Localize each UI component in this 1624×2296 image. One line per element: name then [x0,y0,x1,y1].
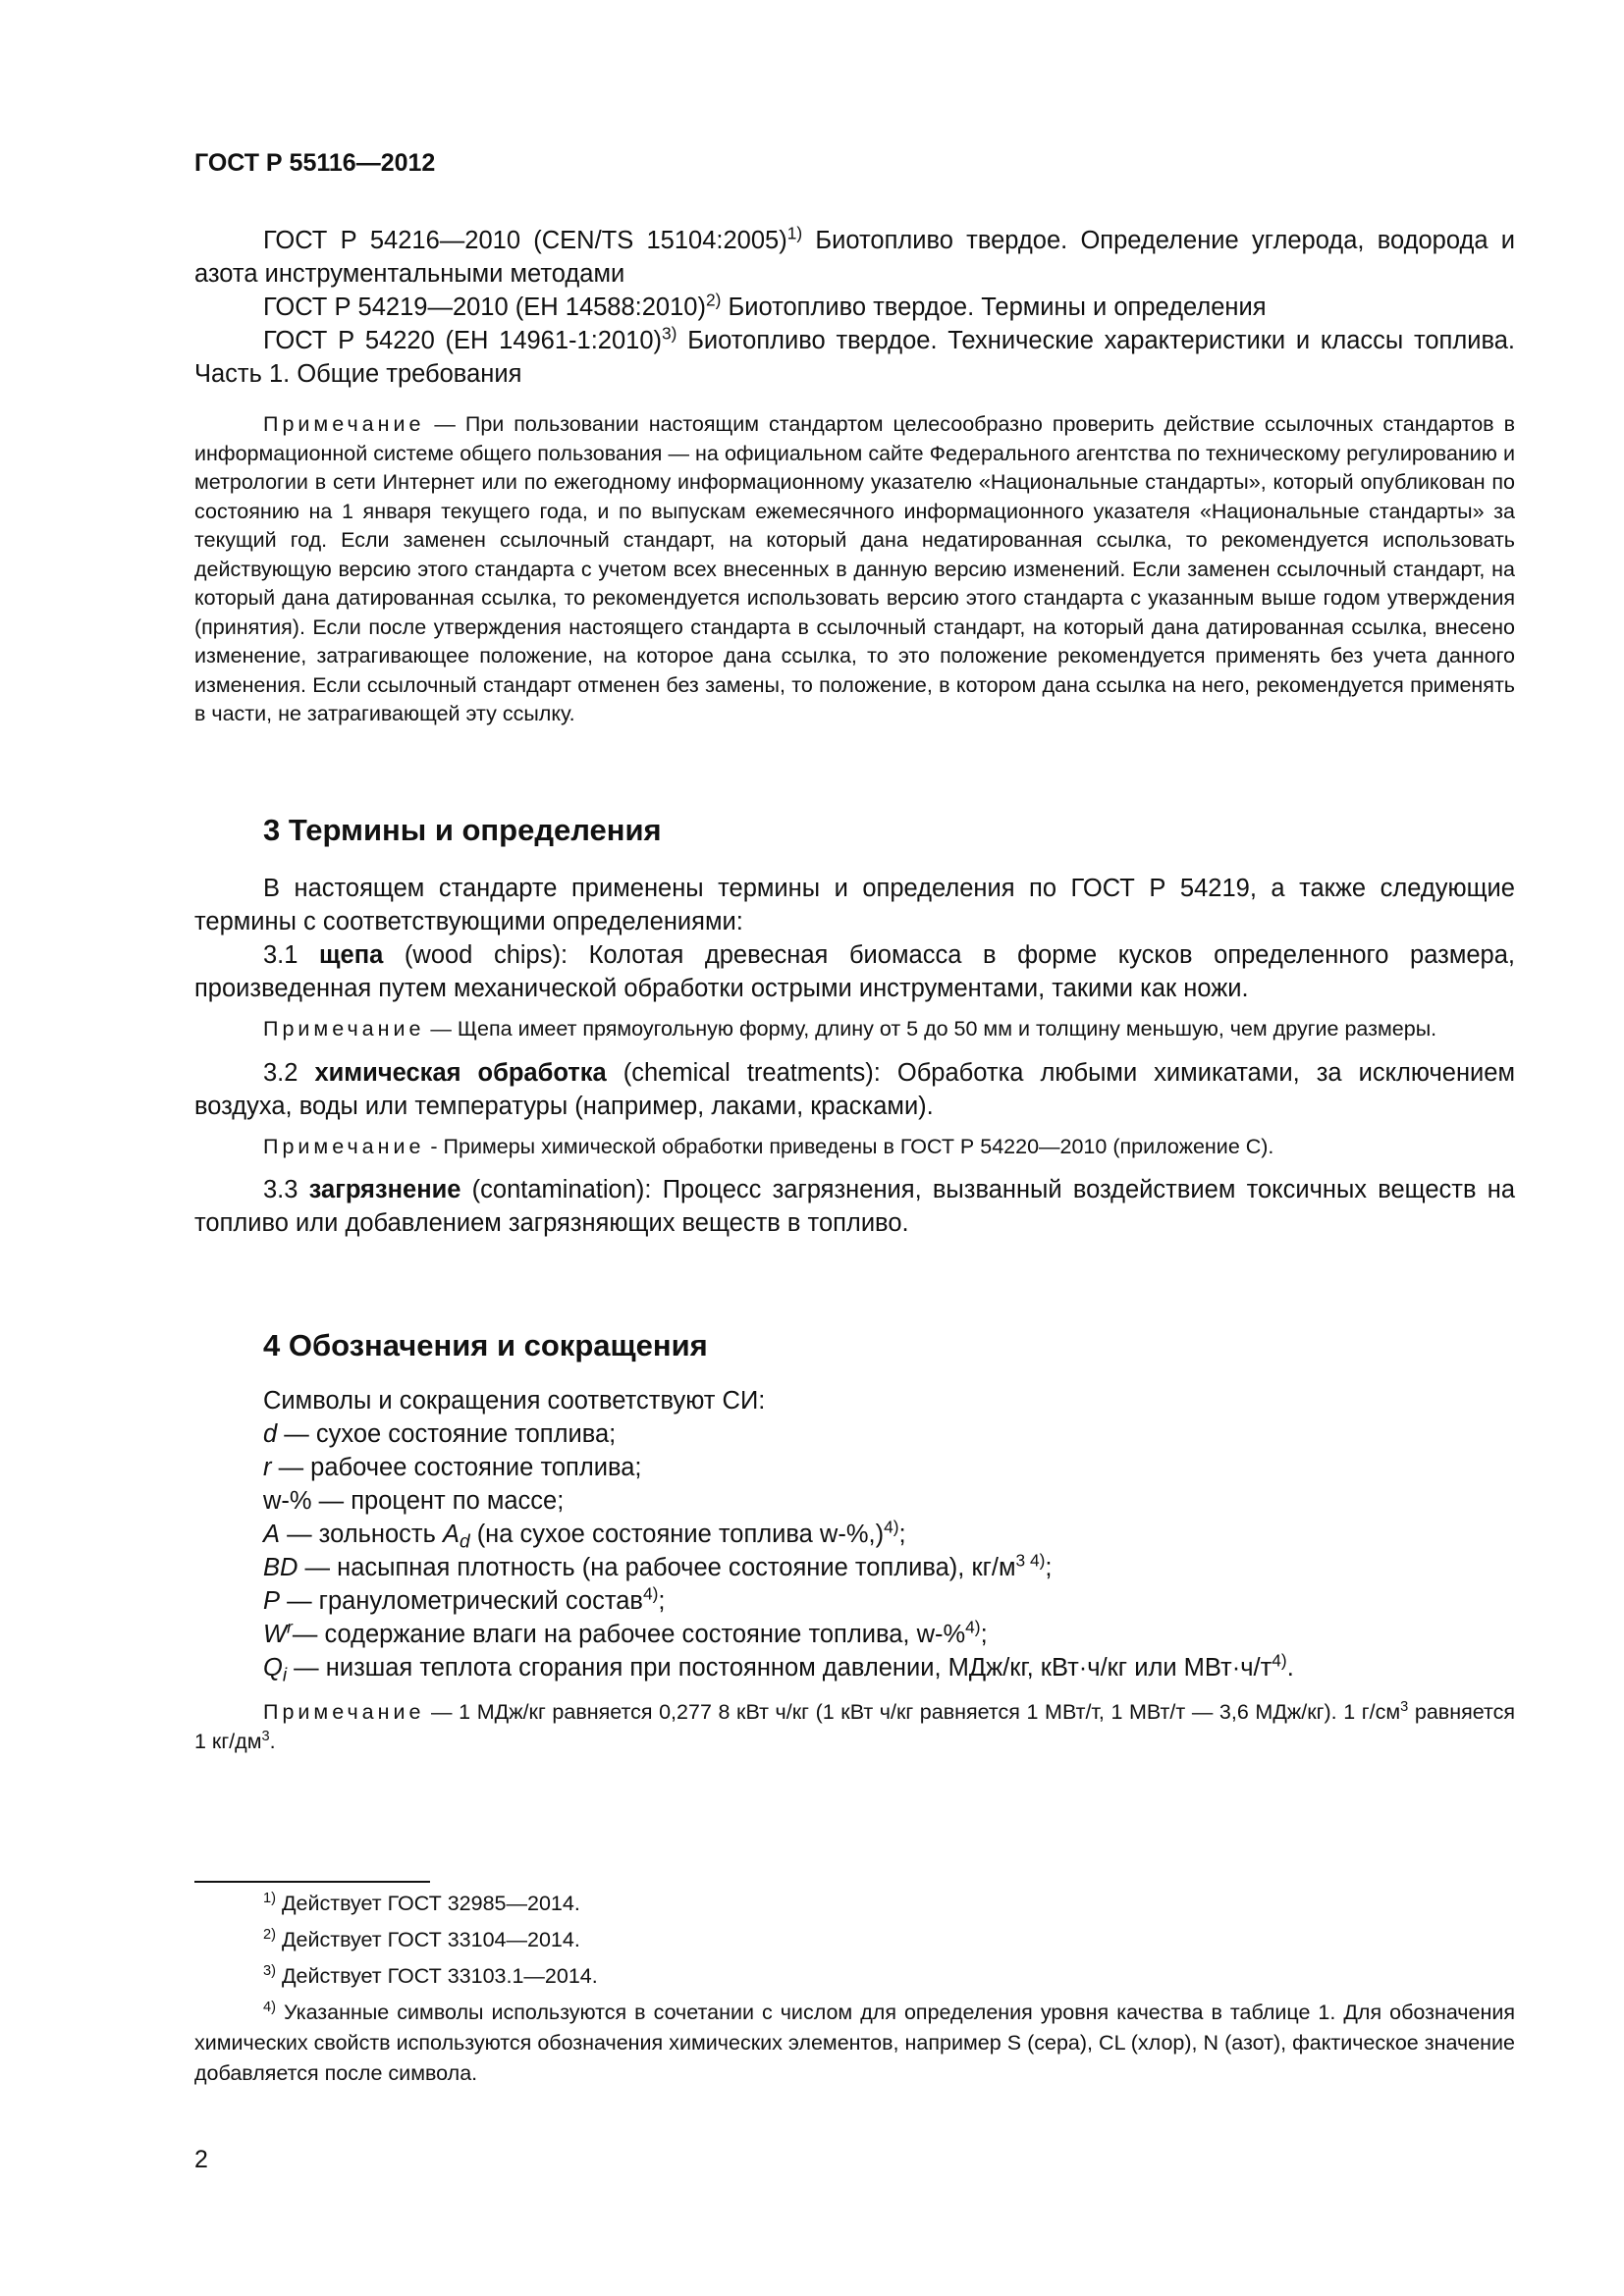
term-note: Примечание — Щепа имеет прямоугольную форму, длину от 5 до 50 мм и толщину меньшую, чем другие размеры. [263,1017,1437,1041]
note-label: Примечание [263,412,425,436]
symbol-item: d — сухое состояние топлива; [263,1420,617,1448]
section-3 [194,813,1515,848]
references-block [194,224,1515,391]
section-3-body [194,872,1515,1240]
reference-item: ГОСТ Р 54219—2010 (ЕН 14588:2010)$^{2)}$ Биотопливо твердое. Термины и определения [263,290,1267,321]
symbol-item: $Q_i$ — низшая теплота сгорания при постоянном давлении, МДж/кг, кВт·ч/кг или $МВт\cdot ч/т^{4)}$. [263,1650,1294,1686]
footnote-item: $^{2)}$ Действует ГОСТ 33104—2014. [263,1926,580,1951]
reference-item: ГОСТ Р 54216—2010 (CEN/TS 15104:2005)$^{1)}$ Биотопливо твердое. Определение углерода, водорода и азота инструментальными методами [194,223,1516,288]
reference-item: ГОСТ Р 54220 (ЕН 14961-1:2010)$^{3)}$ Биотопливо твердое. Технические характеристики и классы топлива. Часть 1. Общие требования [194,323,1515,388]
note-block [194,410,1515,729]
symbol-item: r — рабочее состояние топлива; [263,1454,642,1481]
footnote-rule [194,1881,430,1883]
footnote-item: $^{3)}$ Действует ГОСТ 33103.1—2014. [263,1962,598,1988]
term-definition: 3.1 щепа (wood chips): Колотая древесная биомасса в форме кусков определенного размера, произведенная путем механической обработки острыми инструментами, такими как ножи. [194,941,1515,1002]
symbols-intro: Символы и сокращения соответствуют СИ: [263,1387,766,1415]
units-note: Примечание — 1 МДж/кг равняется 0,277 8 кВт ч/кг (1 кВт ч/кг равняется 1 МВт/т, 1 МВт/т — 3,6 МДж/кг). 1 $г/см^3$ равняется 1 $кг/дм^3$. [194,1698,1515,1753]
term-note: Примечание - Примеры химической обработки приведены в ГОСТ Р 54220—2010 (приложение С). [263,1134,1274,1158]
section-heading: 4 Обозначения и сокращения [263,1328,708,1362]
section-intro: В настоящем стандарте применены термины и определения по ГОСТ Р 54219, а также следующие термины с соответствующими определениями: [194,875,1515,935]
symbol-item: P — гранулометрический состав$^{4)}$; [263,1583,666,1615]
symbol-item: A — зольность $A_d$ (на сухое состояние топлива w-%,)$^{4)}$; [263,1517,906,1553]
footnote-item: $^{4)}$ Указанные символы используются в сочетании с числом для определения уровня качества в таблице 1. Для обозначения химических свойств используются обозначения химических элементов, например S (сера), CL (хлор), N (азот), фактическое значение добавляется после символа. [194,1999,1515,2085]
footnotes [194,1889,1515,2089]
symbol-item: BD — насыпная плотность (на рабочее состояние топлива), $кг/м^{3 4)}$; [263,1550,1053,1581]
footnote-item: $^{1)}$ Действует ГОСТ 32985—2014. [263,1890,580,1915]
note-paragraph: Примечание — При пользовании настоящим стандартом целесообразно проверить действие ссылочных стандартов в информационной системе общего пользования — на официальном сайте Федерального агентства по техническому регулированию и метрологии в сети Интернет или по ежегодному информационному указателю «Национальные стандарты», который опубликован по состоянию на 1 января текущего года, и по выпускам ежемесячного информационного указателя «Национальные стандарты» за текущий год. Если заменен ссылочный стандарт, на который дана недатированная ссылка, то рекомендуется использовать действующую версию этого стандарта с учетом всех внесенных в данную версию изменений. Если заменен ссылочный стандарт, на который дана датированная ссылка, то рекомендуется использовать версию этого стандарта с указанным выше годом утверждения (принятия). Если после утверждения настоящего стандарта в ссылочный стандарт, на который дана датированная ссылка, внесено изменение, затрагивающее положение, на которое дана ссылка, то это положение рекомендуется применять без учета данного изменения. Если ссылочный стандарт отменен без замены, то положение, в котором дана ссылка на него, рекомендуется применять в части, не затрагивающей эту ссылку. [194,412,1515,725]
section-4 [194,1328,1515,1363]
symbol-item: w-% — процент по массе; [263,1487,565,1515]
section-heading: 3 Термины и определения [263,813,662,847]
page-number: 2 [194,2146,208,2173]
document-header: ГОСТ Р 55116—2012 [194,149,436,177]
term-definition: 3.3 загрязнение (contamination): Процесс загрязнения, вызванный воздействием токсичных веществ на топливо или добавлением загрязняющих веществ в топливо. [194,1176,1515,1237]
term-definition: 3.2 химическая обработка (chemical treatments): Обработка любыми химикатами, за исключением воздуха, воды или температуры (например, лаками, красками). [194,1058,1515,1120]
section-4-body [194,1384,1515,1756]
symbol-item: $W^r—$ содержание влаги на рабочее состояние топлива, w-%$^{4)}$; [263,1617,988,1648]
